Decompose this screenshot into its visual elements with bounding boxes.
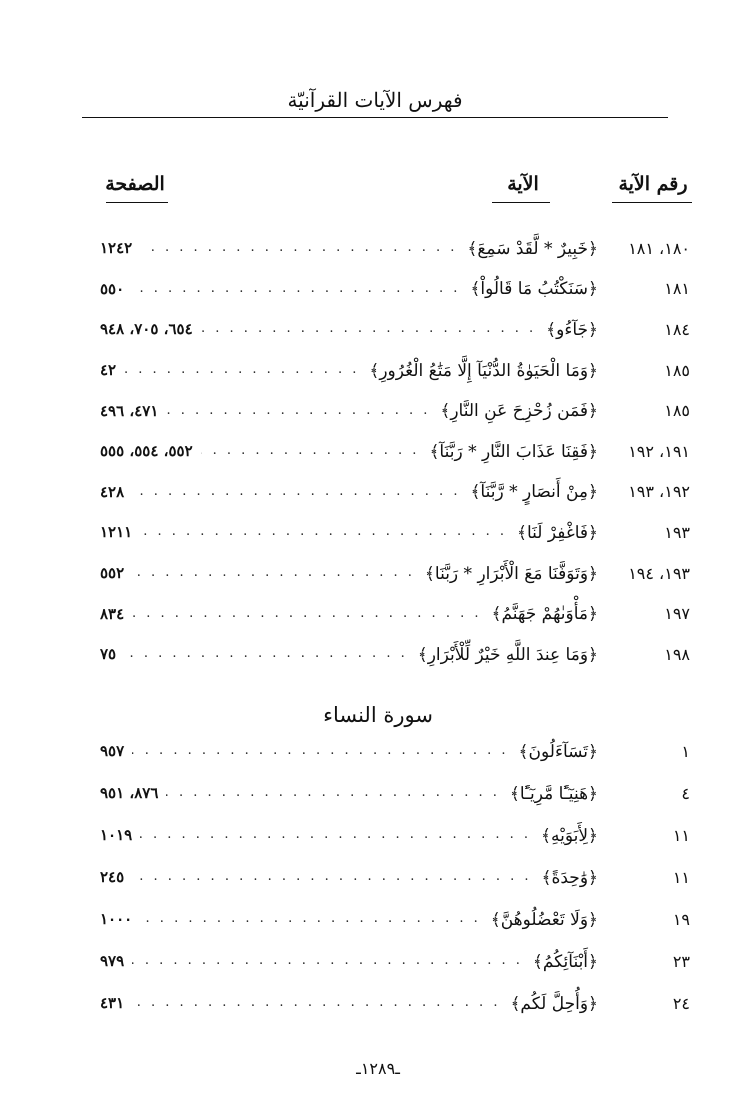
index-row — [100, 228, 690, 269]
index-row — [100, 940, 690, 982]
index-row — [100, 898, 690, 940]
leader-dots — [140, 523, 507, 541]
verse-text: ﴿وَمَا عِندَ اللَّهِ خَيْرٌ لِّلْأَبْرَارِ﴾ — [417, 644, 598, 665]
verse-text: ﴿وَٰحِدَةً﴾ — [541, 867, 598, 888]
verse-text: ﴿وَتَوَفَّنَا مَعَ الْأَبْرَارِ * رَبَّنَا﴾ — [424, 563, 598, 584]
leader-dots — [124, 645, 408, 663]
page-refs: ٦٥٤، ٧٠٥، ٩٤٨ — [100, 320, 193, 339]
leader-dots — [132, 564, 415, 582]
verse-text: ﴿خَبِيرٌ * لَّقَدْ سَمِعَ﴾ — [467, 238, 598, 259]
verse-text: ﴿مِنْ أَنصَارٍ * رَّبَّنَآ﴾ — [470, 482, 598, 503]
index-row — [100, 472, 690, 513]
page-refs: ٩٧٩ — [100, 952, 125, 970]
index-row — [100, 431, 690, 472]
index-row — [100, 814, 690, 856]
column-header-number: رقم الآية — [618, 173, 688, 195]
leader-dots — [201, 442, 420, 460]
leader-dots — [132, 994, 500, 1012]
page-refs: ٤٣١ — [100, 994, 125, 1012]
index-list-an-nisa — [100, 730, 690, 1024]
running-header: فهرس الآيات القرآنيّة — [287, 88, 463, 112]
verse-number: ٢٣ — [672, 951, 690, 971]
column-underline-number — [612, 202, 692, 203]
column-underline-ayah — [492, 202, 550, 203]
verse-text: ﴿لِأَبَوَيْهِ﴾ — [541, 825, 598, 846]
verse-number: ١٨٥ — [664, 401, 690, 421]
page-refs: ١٠٠٠ — [100, 910, 133, 928]
index-list-al-imran — [100, 228, 690, 675]
verse-number: ١٩٧ — [664, 604, 690, 624]
index-row — [100, 730, 690, 772]
page-refs: ٤٧١، ٤٩٦ — [100, 401, 159, 420]
column-header-ayah: الآية — [507, 173, 539, 195]
page-refs: ١٢١١ — [100, 523, 133, 542]
verse-text: ﴿سَنَكْتُبُ مَا قَالُواْ﴾ — [470, 279, 598, 300]
leader-dots — [124, 361, 359, 379]
verse-text: ﴿وَأُحِلَّ لَكُم﴾ — [510, 993, 598, 1014]
verse-number: ١٨١ — [664, 279, 690, 299]
verse-number: ١٩٣ — [664, 522, 690, 542]
surah-title: سورة النساء — [323, 703, 433, 727]
verse-number: ٤ — [681, 783, 690, 803]
page-refs: ٥٥٠ — [100, 279, 125, 298]
leader-dots — [132, 952, 523, 970]
verse-number: ١٨٥ — [664, 360, 690, 380]
leader-dots — [166, 784, 499, 802]
verse-text: ﴿وَمَا الْحَيَوٰةُ الدُّنْيَآ إِلَّا مَتَٰعُ الْغُرُورِ﴾ — [369, 360, 598, 381]
verse-number: ١٩٣، ١٩٤ — [628, 563, 690, 583]
header-rule — [82, 117, 668, 118]
page-refs: ٢٤٥ — [100, 868, 125, 886]
verse-text: ﴿هَنِيٓـًٔا مَّرِيٓـًٔا﴾ — [509, 783, 598, 804]
verse-number: ١٩٨ — [664, 644, 690, 664]
page-refs: ٨٧٦، ٩٥١ — [100, 784, 159, 802]
verse-text: ﴿مَأْوَىٰهُمْ جَهَنَّمُ﴾ — [491, 604, 598, 625]
page-refs: ٥٥٢، ٥٥٤، ٥٥٥ — [100, 442, 193, 461]
verse-number: ٢٤ — [672, 993, 690, 1013]
verse-text: ﴿تَسَآءَلُونَ﴾ — [518, 741, 598, 762]
leader-dots — [140, 239, 457, 257]
verse-number: ١٩٢، ١٩٣ — [628, 482, 690, 502]
index-row — [100, 309, 690, 350]
index-row — [100, 390, 690, 431]
verse-number: ١١ — [672, 825, 690, 845]
leader-dots — [132, 742, 508, 760]
verse-text: ﴿فَقِنَا عَذَابَ النَّارِ * رَبَّنَآ﴾ — [429, 441, 598, 462]
verse-number: ١٩١، ١٩٢ — [628, 441, 690, 461]
page-refs: ١٠١٩ — [100, 826, 133, 844]
index-row — [100, 982, 690, 1024]
index-row — [100, 856, 690, 898]
leader-dots — [140, 826, 531, 844]
leader-dots — [132, 280, 460, 298]
index-row — [100, 634, 690, 675]
verse-number: ١٩ — [672, 909, 690, 929]
page-number: ـ١٢٨٩ـ — [356, 1059, 400, 1078]
leader-dots — [132, 483, 460, 501]
verse-text: ﴿فَاغْفِرْ لَنَا﴾ — [517, 522, 598, 543]
leader-dots — [132, 868, 531, 886]
page-refs: ٤٢٨ — [100, 482, 125, 501]
index-row — [100, 593, 690, 634]
page-refs: ١٢٤٢ — [100, 239, 133, 258]
leader-dots — [201, 320, 537, 338]
index-row — [100, 553, 690, 594]
index-row — [100, 772, 690, 814]
leader-dots — [140, 910, 481, 928]
leader-dots — [132, 605, 481, 623]
verse-text: ﴿وَلَا تَعْضُلُوهُنَّ﴾ — [490, 909, 598, 930]
column-underline-page — [106, 202, 168, 203]
page-refs: ٥٥٢ — [100, 564, 125, 583]
page-refs: ٧٥ — [100, 645, 117, 664]
column-header-page: الصفحة — [105, 173, 165, 195]
verse-number: ١ — [681, 741, 690, 761]
index-row — [100, 350, 690, 391]
page-refs: ٩٥٧ — [100, 742, 125, 760]
verse-text: ﴿فَمَن زُحْزِحَ عَنِ النَّارِ﴾ — [440, 401, 598, 422]
verse-number: ١٨٠، ١٨١ — [628, 238, 690, 258]
verse-text: ﴿أَبْنَآئِكُمُ﴾ — [532, 951, 598, 972]
index-row — [100, 269, 690, 310]
page-refs: ٨٣٤ — [100, 604, 125, 623]
index-row — [100, 512, 690, 553]
verse-number: ١٨٤ — [664, 319, 690, 339]
leader-dots — [166, 402, 430, 420]
verse-text: ﴿جَآءُو﴾ — [546, 319, 598, 340]
page-refs: ٤٢ — [100, 361, 117, 380]
verse-number: ١١ — [672, 867, 690, 887]
